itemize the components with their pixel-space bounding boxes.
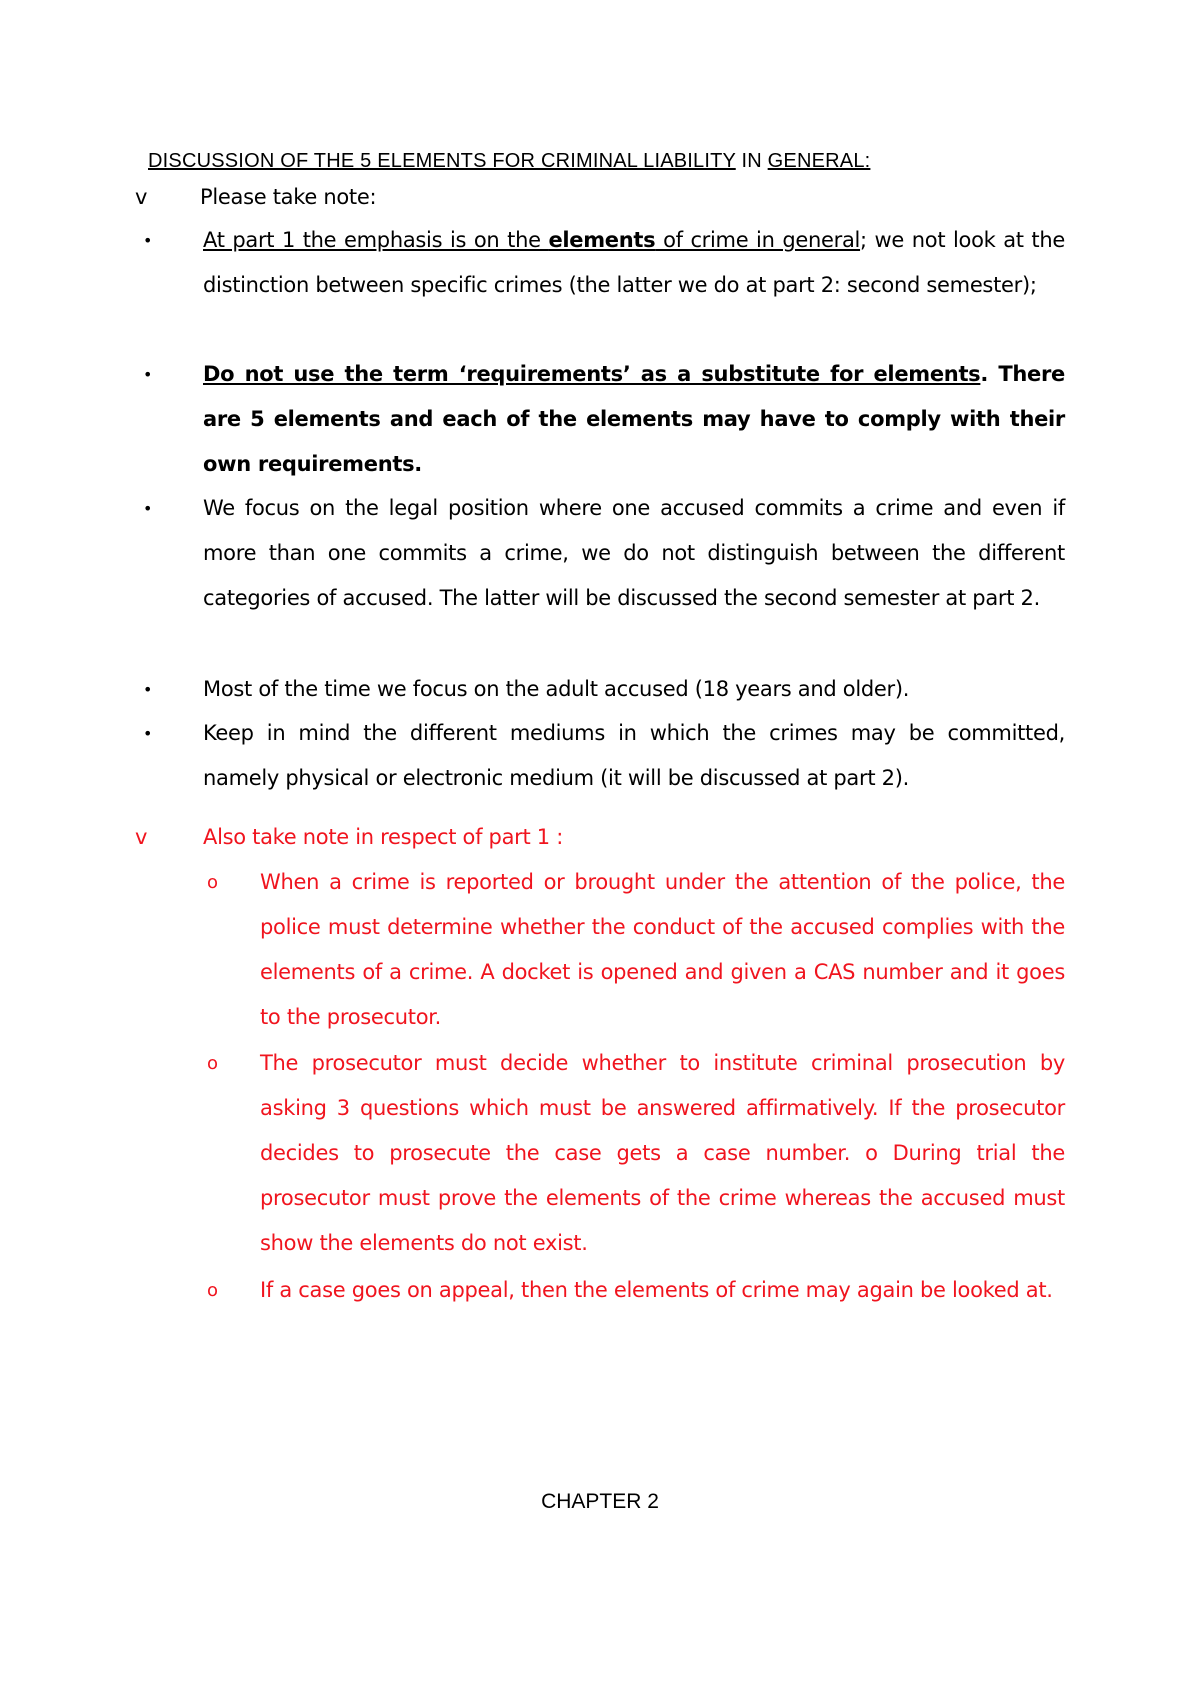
note-item-2 xyxy=(203,352,1065,487)
heading-part-1: DISCUSSION OF THE 5 ELEMENTS FOR CRIMINAL LIABILITY xyxy=(148,150,736,172)
chapter-heading: CHAPTER 2 xyxy=(541,1490,659,1513)
heading-part-3: GENERAL: xyxy=(767,150,871,172)
note-item-2-underlined: Do not use the term ‘requirements’ as a substitute for elements xyxy=(203,362,981,386)
note-item-1 xyxy=(203,218,1065,308)
note-item-5: Keep in mind the different mediums in which the crimes may be committed, namely physical or electronic medium (it will be discussed at part 2). xyxy=(203,721,1065,790)
circle-bullet-icon: o xyxy=(207,1280,219,1301)
heading-part-2: IN xyxy=(735,150,768,172)
note-item-3: We focus on the legal position where one accused commits a crime and even if more than one commits a crime, we do not distinguish between the different categories of accused. The latter will be discussed the second semester at part 2. xyxy=(203,496,1065,610)
also-section-title: Also take note in respect of part 1 : xyxy=(203,825,563,849)
note-item-4: Most of the time we focus on the adult accused (18 years and older). xyxy=(203,677,910,701)
bullet-icon: • xyxy=(143,499,153,518)
bullet-icon: • xyxy=(143,724,153,743)
also-item-2: The prosecutor must decide whether to institute criminal prosecution by asking 3 questions which must be answered affirmatively. If the prosecutor decides to prosecute the case gets a case number. o During trial the prosecutor must prove the elements of the crime whereas the accused must show the elements do not exist. xyxy=(260,1051,1065,1255)
note-item-1-underlined-b: of crime in general xyxy=(655,228,861,252)
note-item-1-rest: ; we not look at the distinction between specific crimes (the latter we do at part 2: second semester); xyxy=(203,228,1065,297)
circle-bullet-icon: o xyxy=(207,1053,219,1074)
section-marker-v: v xyxy=(135,825,148,849)
also-item-3: If a case goes on appeal, then the elements of crime may again be looked at. xyxy=(260,1278,1053,1302)
note-section-title: Please take note: xyxy=(200,185,377,209)
document-heading xyxy=(148,150,1048,173)
note-item-1-bold-word: elements xyxy=(548,228,656,252)
section-marker-v: v xyxy=(135,185,148,209)
circle-bullet-icon: o xyxy=(207,872,219,893)
note-item-1-underlined-a: At part 1 the emphasis is on the xyxy=(203,228,549,252)
bullet-icon: • xyxy=(143,231,153,250)
bullet-icon: • xyxy=(143,365,153,384)
also-item-1: When a crime is reported or brought under the attention of the police, the police must determine whether the conduct of the accused complies with the elements of a crime. A docket is opened and given a CAS number and it goes to the prosecutor. xyxy=(260,870,1065,1029)
note-item-2-rest: . There are 5 elements and each of the elements may have to comply with their own requirements. xyxy=(203,362,1065,476)
bullet-icon: • xyxy=(143,680,153,699)
